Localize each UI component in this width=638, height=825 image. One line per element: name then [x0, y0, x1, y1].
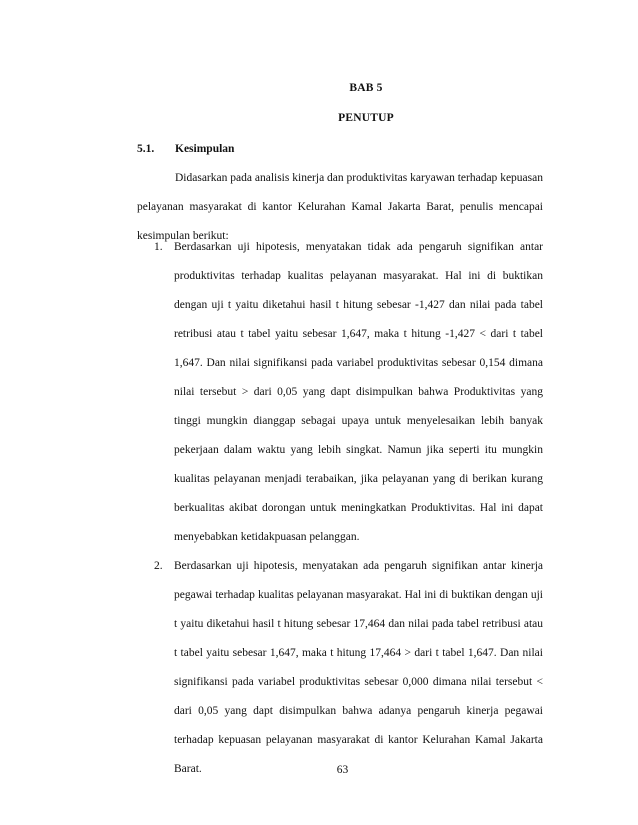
intro-paragraph: Didasarkan pada analisis kinerja dan produktivitas karyawan terhadap kepuasan pelayanan masyarakat di kantor Kelurahan Kamal Jakarta Barat, penulis mencapai kesimpulan berikut:	[137, 172, 543, 242]
section-heading	[137, 143, 234, 155]
page-number: 63	[336, 764, 349, 776]
list-item	[137, 233, 543, 552]
section-number: 5.1.	[137, 143, 155, 155]
chapter-title: PENUTUP	[338, 112, 394, 124]
chapter-heading: BAB 5	[349, 82, 383, 94]
list-marker: 2.	[154, 560, 163, 572]
section-title: Kesimpulan	[175, 143, 235, 155]
list-item	[137, 552, 543, 784]
list-item-text: Berdasarkan uji hipotesis, menyatakan tidak ada pengaruh signifikan antar produktivitas terhadap kualitas pelayanan masyarakat. Hal ini di buktikan dengan uji t yaitu diketahui hasil t hitung sebesar -1,427 dan nilai pada tabel retribusi atau t tabel yaitu sebesar 1,647, maka t hitung -1,427 < dari t tabel 1,647. Dan nilai signifikansi pada variabel produktivitas sebesar 0,154 dimana nilai tersebut > dari 0,05 yang dapt disimpulkan bahwa Produktivitas yang tinggi mungkin dianggap sebagai upaya untuk menyelesaikan lebih banyak pekerjaan dalam waktu yang lebih singkat. Namun jika seperti itu mungkin kualitas pelayanan menjadi terabaikan, jika pelayanan yang di berikan kurang berkualitas akibat dorongan untuk meningkatkan Produktivitas. Hal ini dapat menyebabkan ketidakpuasan pelanggan.	[174, 241, 543, 543]
list-item-text: Berdasarkan uji hipotesis, menyatakan ada pengaruh signifikan antar kinerja pegawai terhadap kualitas pelayanan masyarakat. Hal ini di buktikan dengan uji t yaitu diketahui hasil t hitung sebesar 17,464 dan nilai pada tabel retribusi atau t tabel yaitu sebesar 1,647, maka t hitung 17,464 > dari t tabel 1,647. Dan nilai signifikansi pada variabel produktivitas sebesar 0,000 dimana nilai tersebut < dari 0,05 yang dapt disimpulkan bahwa adanya pengaruh kinerja pegawai terhadap kepuasan pelayanan masyarakat di kantor Kelurahan Kamal Jakarta Barat.	[174, 560, 543, 775]
conclusion-list	[137, 233, 543, 784]
list-marker: 1.	[154, 241, 163, 253]
